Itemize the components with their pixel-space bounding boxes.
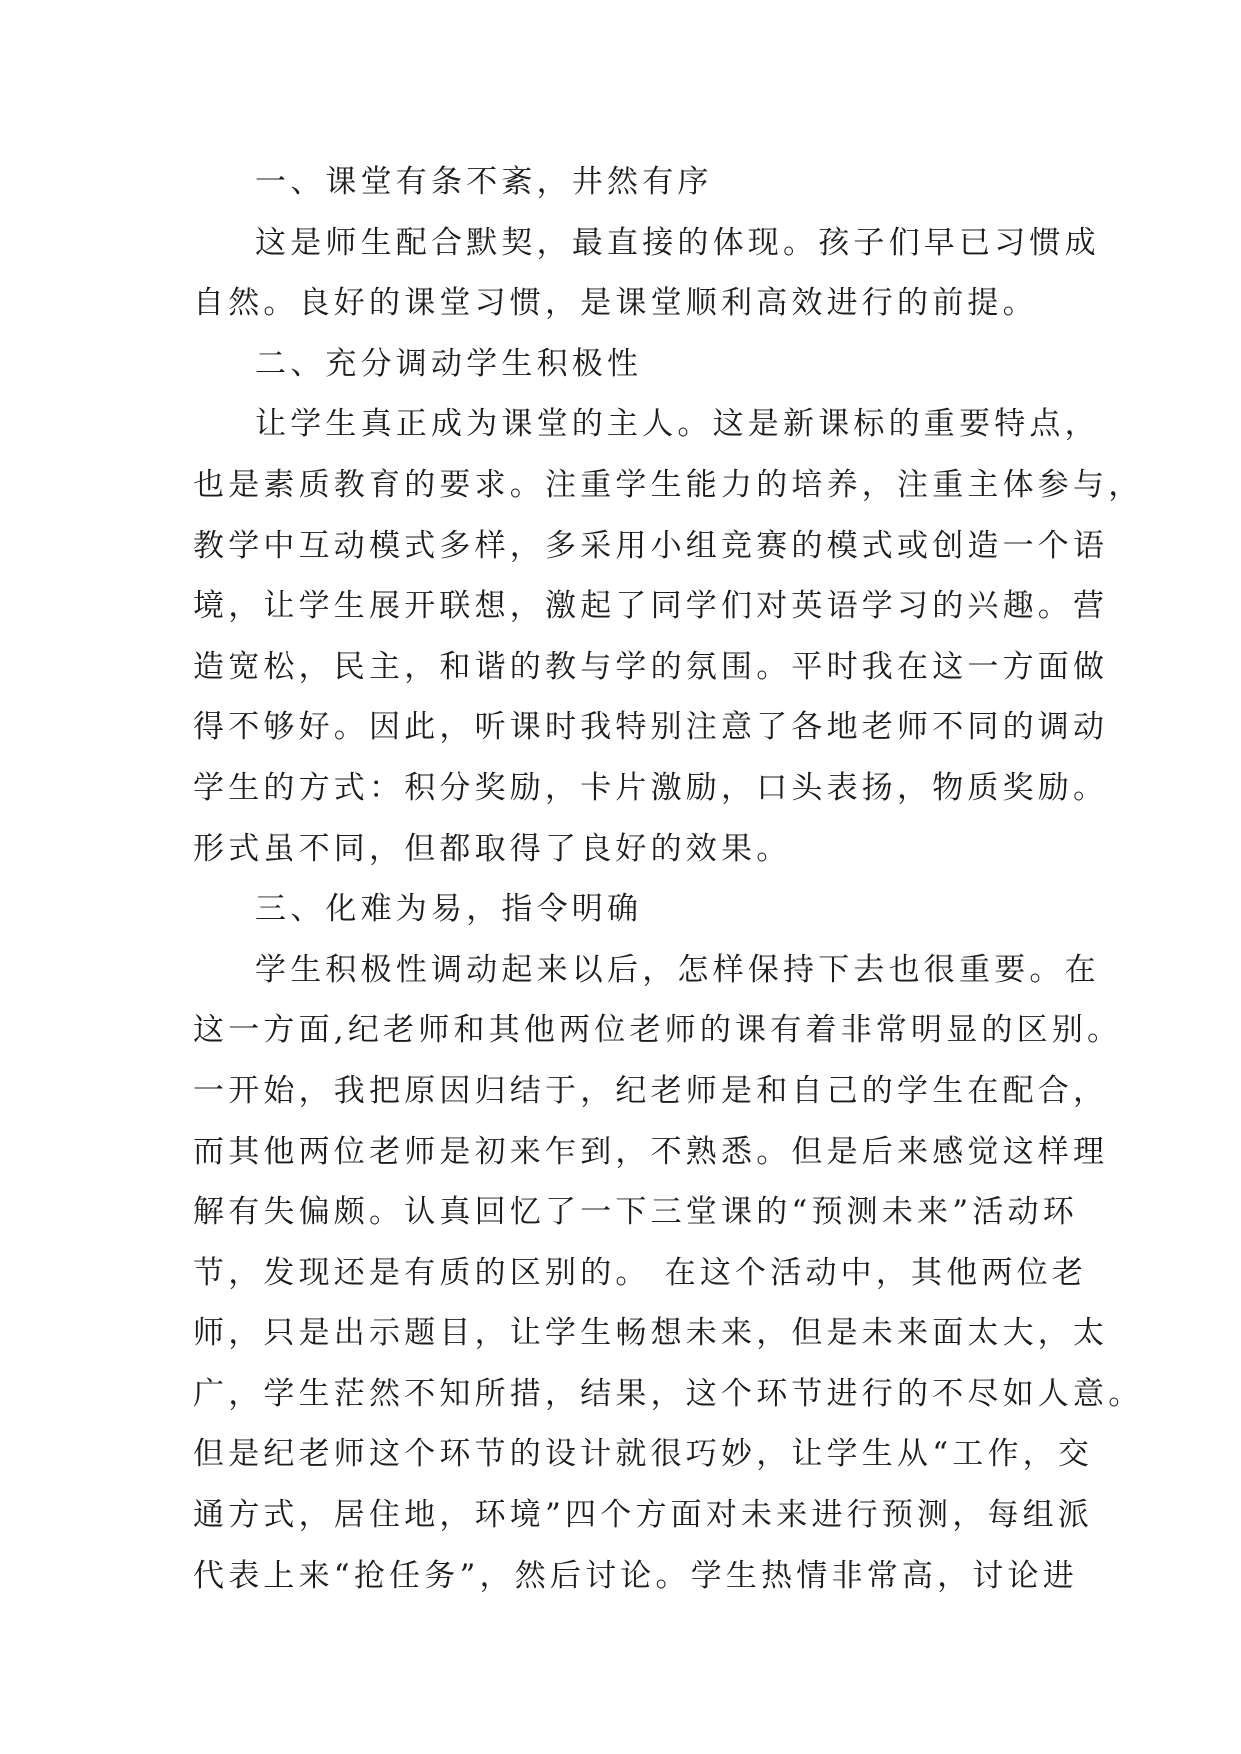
text-line: 一开始，我把原因归结于，纪老师是和自己的学生在配合， bbox=[193, 1072, 1109, 1109]
text-line: 代表上来“抢任务”，然后讨论。学生热情非常高，讨论进 bbox=[193, 1557, 1078, 1594]
text-line: 境，让学生展开联想，激起了同学们对英语学习的兴趣。营 bbox=[193, 588, 1109, 625]
text-line: 但是纪老师这个环节的设计就很巧妙，让学生从“工作，交 bbox=[193, 1436, 1094, 1473]
text-line: 二、充分调动学生积极性 bbox=[255, 345, 643, 382]
text-line: 形式虽不同，但都取得了良好的效果。 bbox=[193, 830, 792, 867]
text-line: 学生积极性调动起来以后，怎样保持下去也很重要。在 bbox=[255, 951, 1100, 988]
text-line: 造宽松，民主，和谐的教与学的氛围。平时我在这一方面做 bbox=[193, 648, 1109, 685]
text-line: 自然。良好的课堂习惯，是课堂顺利高效进行的前提。 bbox=[193, 285, 1038, 322]
text-line: 让学生真正成为课堂的主人。这是新课标的重要特点， bbox=[255, 406, 1100, 443]
text-line: 节，发现还是有质的区别的。 在这个活动中，其他两位老 bbox=[193, 1254, 1088, 1291]
text-line: 也是素质教育的要求。注重学生能力的培养，注重主体参与， bbox=[193, 466, 1144, 503]
text-line: 学生的方式：积分奖励，卡片激励，口头表扬，物质奖励。 bbox=[193, 769, 1109, 806]
text-line: 通方式，居住地，环境”四个方面对未来进行预测，每组派 bbox=[193, 1497, 1094, 1534]
text-line: 这是师生配合默契，最直接的体现。孩子们早已习惯成 bbox=[255, 224, 1100, 261]
text-line: 而其他两位老师是初来乍到，不熟悉。但是后来感觉这样理 bbox=[193, 1133, 1109, 1170]
text-line: 师，只是出示题目，让学生畅想未来，但是未来面太大，太 bbox=[193, 1315, 1109, 1352]
text-line: 三、化难为易，指令明确 bbox=[255, 891, 643, 928]
text-line: 得不够好。因此，听课时我特别注意了各地老师不同的调动 bbox=[193, 709, 1109, 746]
text-line: 这一方面,纪老师和其他两位老师的课有着非常明显的区别。 bbox=[193, 1012, 1123, 1049]
text-line: 一、课堂有条不紊，井然有序 bbox=[255, 164, 713, 200]
text-line: 广，学生茫然不知所措，结果，这个环节进行的不尽如人意。 bbox=[193, 1375, 1144, 1412]
text-line: 解有失偏颇。认真回忆了一下三堂课的“预测未来”活动环 bbox=[193, 1194, 1078, 1231]
body-text bbox=[193, 152, 1144, 1606]
text-line: 教学中互动模式多样，多采用小组竞赛的模式或创造一个语 bbox=[193, 527, 1109, 564]
